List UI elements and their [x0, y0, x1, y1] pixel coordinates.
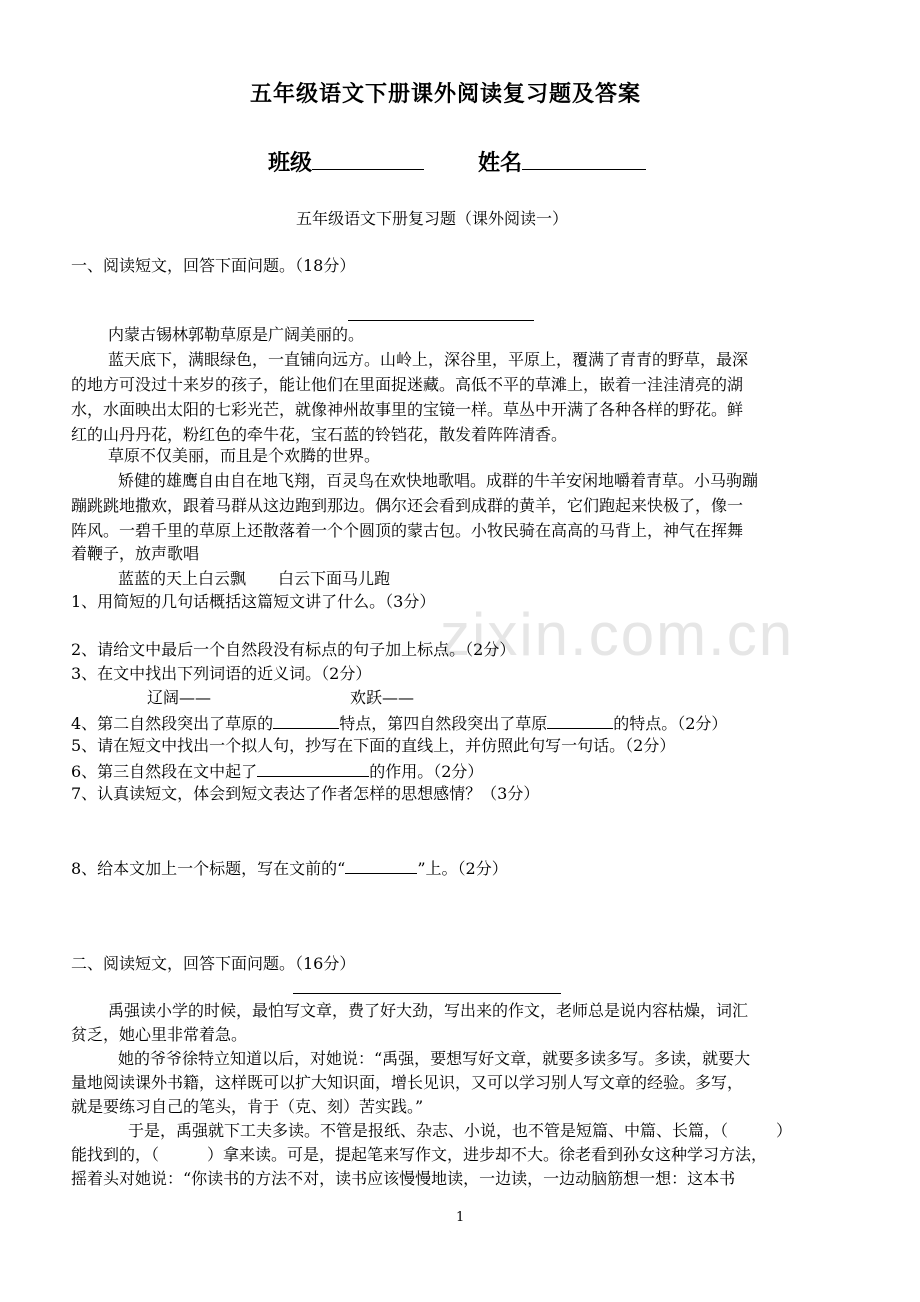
passage2-line: 就是要练习自己的笔头，肯于（克、刻）苦实践。” [71, 1097, 424, 1116]
synonym-word-2: 欢跃—— [350, 688, 415, 707]
q8-part-a: 8、给本文加上一个标题，写在文前的“ [71, 859, 346, 878]
question-3: 3、在文中找出下列词语的近义词。（2分） [71, 664, 372, 683]
passage2-line: 能找到的，（ ）拿来读。可是，提起笔来写作文，进步却不大。徐老看到孙女这种学习方法， [71, 1145, 768, 1164]
q6-part-b: 的作用。（2分） [369, 762, 484, 781]
class-label: 班级 [268, 150, 313, 176]
passage2-line: 贫乏，她心里非常着急。 [71, 1025, 248, 1044]
section2-heading: 二、阅读短文，回答下面问题。（16分） [71, 954, 356, 973]
question-7: 7、认真读短文，体会到短文表达了作者怎样的思想感情？（3分） [71, 784, 540, 803]
q6-part-a: 6、第三自然段在文中起了 [71, 762, 258, 781]
page-title: 五年级语文下册课外阅读复习题及答案 [250, 81, 642, 107]
passage2-line: 于是，禹强就下工夫多读。不管是报纸、杂志、小说，也不管是短篇、中篇、长篇，（ ） [128, 1121, 793, 1140]
watermark: zixin.com.cn [440, 601, 795, 668]
synonym-word-1: 辽阔—— [147, 688, 212, 707]
class-field [268, 146, 424, 177]
question-4 [71, 710, 727, 736]
q4-part-a: 4、第二自然段突出了草原的 [71, 714, 274, 733]
passage2-line: 她的爷爷徐特立知道以后，对她说：“禹强，要想写好文章，就要多读多写。多读，就要大 [118, 1049, 751, 1068]
passage1-title-blank[interactable] [348, 320, 534, 321]
passage1-line: 蓝天底下，满眼绿色，一直铺向远方。山岭上，深谷里，平原上，覆满了青青的野草，最深 [108, 350, 749, 369]
page-number: 1 [456, 1210, 465, 1225]
question-1: 1、用简短的几句话概括这篇短文讲了什么。（3分） [71, 592, 436, 611]
q8-part-b: ”上。（2分） [417, 859, 508, 878]
question-8 [71, 855, 508, 881]
class-blank[interactable] [312, 151, 424, 170]
passage1-line: 红的山丹丹花，粉红色的牵牛花，宝石蓝的铃铛花，散发着阵阵清香。 [71, 425, 568, 444]
name-blank[interactable] [522, 151, 646, 170]
passage2-line: 量地阅读课外书籍，这样既可以扩大知识面，增长见识，又可以学习别人写文章的经验。多写， [71, 1073, 744, 1092]
q4-part-b: 特点，第四自然段突出了草原 [339, 714, 548, 733]
passage1-line: 蓝蓝的天上白云飘 白云下面马儿跑 [118, 569, 391, 588]
q8-blank[interactable] [345, 855, 417, 874]
q6-blank[interactable] [257, 758, 369, 777]
q4-blank-2[interactable] [547, 710, 613, 729]
q4-part-c: 的特点。（2分） [613, 714, 728, 733]
passage2-line: 禹强读小学的时候，最怕写文章，费了好大劲，写出来的作文，老师总是说内容枯燥，词汇 [108, 1001, 749, 1020]
section1-heading: 一、阅读短文，回答下面问题。（18分） [71, 256, 356, 275]
question-2: 2、请给文中最后一个自然段没有标点的句子加上标点。（2分） [71, 640, 516, 659]
passage1-line: 阵风。一碧千里的草原上还散落着一个个圆顶的蒙古包。小牧民骑在高高的马背上，神气在挥舞 [71, 521, 744, 540]
passage1-line: 水，水面映出太阳的七彩光芒，就像神州故事里的宝镜一样。草丛中开满了各种各样的野花。鲜 [71, 400, 744, 419]
question-6 [71, 758, 483, 784]
subtitle: 五年级语文下册复习题（课外阅读一） [296, 209, 569, 228]
passage1-line: 的地方可没过十来岁的孩子，能让他们在里面捉迷藏。高低不平的草滩上，嵌着一洼洼清亮的湖 [71, 375, 744, 394]
question-5: 5、请在短文中找出一个拟人句，抄写在下面的直线上，并仿照此句写一句话。（2分） [71, 736, 676, 755]
passage2-title-blank[interactable] [293, 993, 561, 994]
passage1-line: 蹦跳跳地撒欢，跟着马群从这边跑到那边。偶尔还会看到成群的黄羊，它们跑起来快极了，像一 [71, 496, 744, 515]
passage1-line: 草原不仅美丽，而且是个欢腾的世界。 [108, 446, 381, 465]
name-label: 姓名 [478, 150, 523, 176]
passage1-line: 内蒙古锡林郭勒草原是广阔美丽的。 [108, 325, 365, 344]
q4-blank-1[interactable] [273, 710, 339, 729]
passage1-line: 着鞭子，放声歌唱 [71, 544, 200, 563]
passage1-line: 矫健的雄鹰自由自在地飞翔，百灵鸟在欢快地歌唱。成群的牛羊安闲地嚼着青草。小马驹蹦 [118, 471, 759, 490]
name-field [478, 146, 646, 177]
passage2-line: 摇着头对她说：“你读书的方法不对，读书应该慢慢地读，一边读，一边动脑筋想一想：这本书 [71, 1169, 736, 1188]
